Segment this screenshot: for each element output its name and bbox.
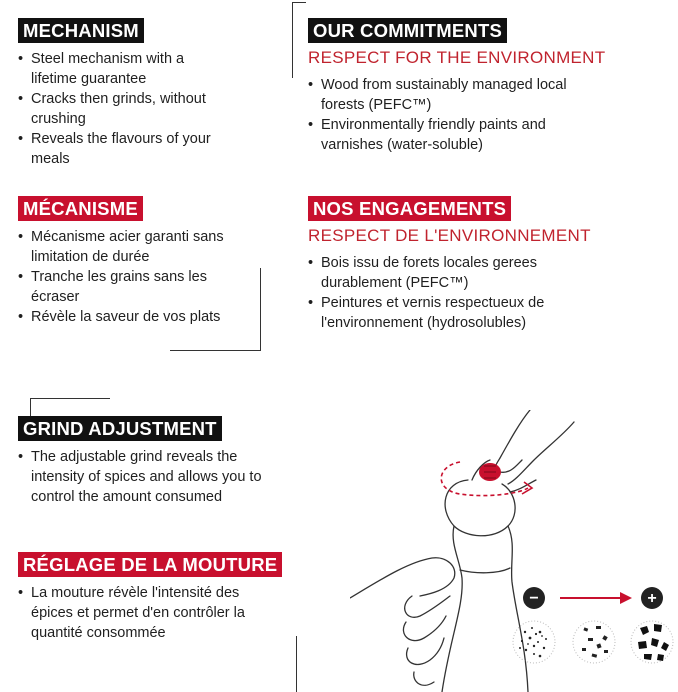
commitments-fr-title: NOS ENGAGEMENTS	[308, 196, 511, 221]
scale-arrowhead-icon	[620, 592, 632, 604]
list-item: • Reveals the flavours of your meals	[18, 129, 218, 169]
frame-rule	[296, 636, 297, 692]
grind-en-list	[18, 447, 280, 507]
coarse-grind-icon	[631, 621, 673, 663]
commitments-fr-subtitle: RESPECT DE L'ENVIRONNEMENT	[308, 226, 591, 245]
grind-fr-section	[18, 552, 308, 643]
commitments-en-list	[308, 75, 608, 155]
commitments-fr-list	[308, 253, 598, 333]
list-item: • Bois issu de forets locales gerees durablement (PEFC™)	[308, 253, 598, 293]
list-item: • Tranche les grains sans les écraser	[18, 267, 253, 307]
grind-en-section	[18, 416, 298, 507]
medium-grind-icon	[573, 621, 615, 663]
list-item: • Steel mechanism with a lifetime guarantee	[18, 49, 218, 89]
commitments-en-title: OUR COMMITMENTS	[308, 18, 507, 43]
frame-rule	[30, 398, 110, 399]
mechanism-fr-list	[18, 227, 253, 327]
list-item: • Wood from sustainably managed local forests (PEFC™)	[308, 75, 608, 115]
list-item: • Environmentally friendly paints and varnishes (water-soluble)	[308, 115, 608, 155]
frame-rule	[292, 2, 293, 78]
list-item: • Mécanisme acier garanti sans limitation de durée	[18, 227, 253, 267]
minus-symbol: −	[529, 590, 539, 607]
frame-rule	[292, 2, 306, 3]
mechanism-en-list	[18, 49, 218, 169]
list-item: • Révèle la saveur de vos plats	[18, 307, 253, 327]
fine-grind-icon	[513, 621, 555, 663]
list-item: • The adjustable grind reveals the intensity of spices and allows you to control the amount consumed	[18, 447, 280, 507]
mechanism-en-title: MECHANISM	[18, 18, 144, 43]
commitments-en-section	[308, 18, 658, 155]
list-item: • Cracks then grinds, without crushing	[18, 89, 218, 129]
list-item: • Peintures et vernis respectueux de l'environnement (hydrosolubles)	[308, 293, 598, 333]
grind-fr-list	[18, 583, 283, 643]
plus-symbol: +	[647, 590, 657, 607]
list-item: • La mouture révèle l'intensité des épices et permet d'en contrôler la quantité consommée	[18, 583, 283, 643]
grind-fr-title: RÉGLAGE DE LA MOUTURE	[18, 552, 282, 577]
mechanism-fr-section	[18, 196, 258, 327]
commitments-en-subtitle: RESPECT FOR THE ENVIRONMENT	[308, 48, 606, 67]
grinder-illustration	[350, 410, 678, 692]
hand-adjusting-grinder-icon	[350, 410, 574, 692]
frame-rule	[260, 268, 261, 350]
mechanism-fr-title: MÉCANISME	[18, 196, 143, 221]
grind-en-title: GRIND ADJUSTMENT	[18, 416, 222, 441]
mechanism-en-section	[18, 18, 286, 169]
commitments-fr-section	[308, 196, 658, 333]
frame-rule	[170, 350, 261, 351]
